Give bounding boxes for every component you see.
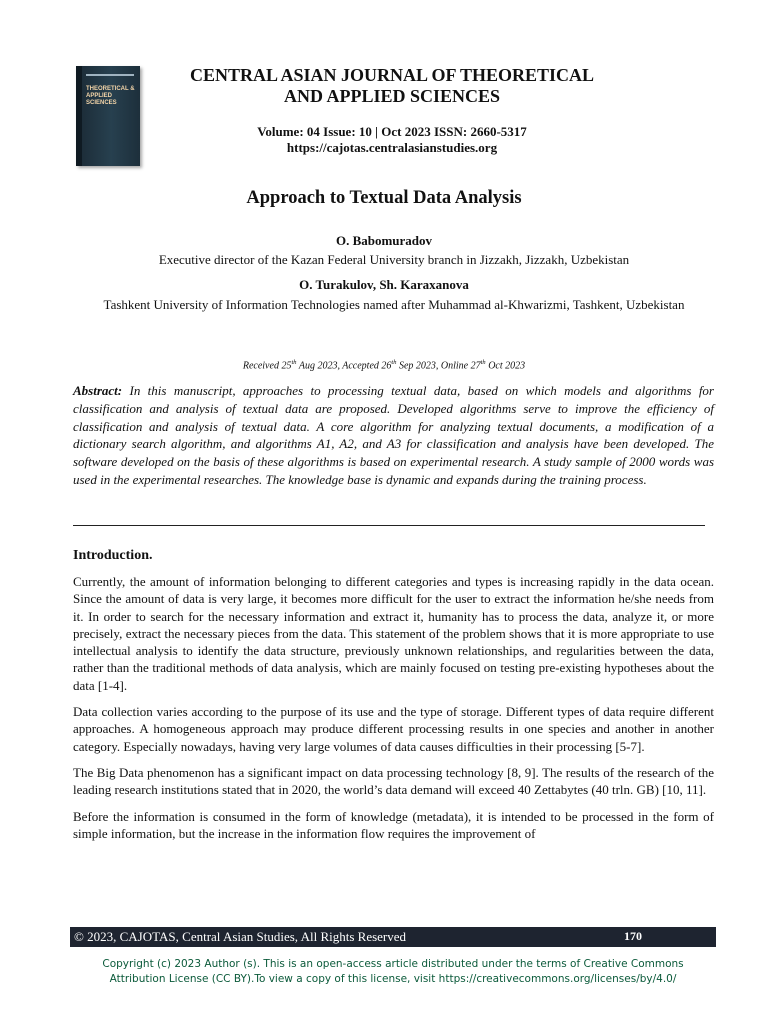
license-line1: Copyright (c) 2023 Author (s). This is an open-access article distributed under the terms of Creative Commons <box>102 958 684 970</box>
body-text <box>73 573 714 851</box>
cover-top-band <box>86 74 134 76</box>
journal-cover-image <box>76 66 140 166</box>
cover-title-line: APPLIED <box>86 93 113 99</box>
copyright-notice: © 2023, CAJOTAS, Central Asian Studies, All Rights Reserved <box>74 929 407 944</box>
affiliation-1: Executive director of the Kazan Federal University branch in Jizzakh, Jizzakh, Uzbekistan <box>158 252 630 267</box>
volume-issue-issn: Volume: 04 Issue: 10 | Oct 2023 ISSN: 2660-5317 <box>257 124 527 139</box>
paragraph: Before the information is consumed in the form of knowledge (metadata), it is intended to be processed in the form of simple information, but the increase in the information flow requires the improvement of <box>73 808 714 841</box>
cover-spine <box>76 66 82 166</box>
journal-name <box>150 65 634 107</box>
author-2: O. Turakulov, Sh. Karaxanova <box>299 277 469 292</box>
abstract-text: In this manuscript, approaches to processing textual data, based on which models and algorithms for classification and analysis of textual data are proposed. Developed algorithms serve to improve the efficiency of classification and analysis of textual data. A core algorithm for analyzing textual documents, a modification of a dictionary search algorithm, and algorithms A1, A2, and A3 for classification and analysis have been developed. The software developed on the basis of these algorithms is based on experimental research. A study sample of 2000 words was used in the experimental researches. The knowledge base is dynamic and expands during the training process. <box>73 383 714 487</box>
cover-title-line: SCIENCES <box>86 100 117 106</box>
abstract <box>73 382 714 489</box>
abstract-label: Abstract: <box>73 383 123 398</box>
paper-title: Approach to Textual Data Analysis <box>246 188 522 208</box>
affiliation-2: Tashkent University of Information Technologies named after Muhammad al-Khwarizmi, Tashkent, Uzbekistan <box>103 297 685 312</box>
license-notice <box>70 957 716 987</box>
page-number: 170 <box>624 929 642 943</box>
license-line2[interactable]: Attribution License (CC BY).To view a copy of this license, visit https://creativecommons.org/licenses/by/4.0/ <box>109 973 677 985</box>
paragraph: The Big Data phenomenon has a significant impact on data processing technology [8, 9]. The results of the research of the leading research institutions stated that in 2020, the world’s data demand will exceed 40 Zettabytes (40 trln. GB) [10, 11]. <box>73 764 714 798</box>
paragraph: Data collection varies according to the purpose of its use and the type of storage. Different types of data require different approaches. A homogeneous approach may produce different processing results in one species and another in another category. Especially nowadays, having very large volumes of data causes difficulties in their processing [5-7]. <box>73 704 714 754</box>
author-1: O. Babomuradov <box>335 233 433 248</box>
cover-title <box>86 86 138 107</box>
received-dates: Received 25th Aug 2023, Accepted 26th Sep 2023, Online 27th Oct 2023 <box>242 359 526 372</box>
paragraph: Currently, the amount of information belonging to different categories and types is increasing rapidly in the data ocean. Since the amount of data is very large, it becomes more difficult for the user to extract the information he/she needs from it. In order to search for the necessary information and extract it, humanity has to process the data, analyze it, or more precisely, extract the necessary pieces from the data. This statement of the problem shows that it is more appropriate to use intellectual analysis to identify the data structure, previously unknown relationships, and regularities between the data, rather than the traditional methods of data analysis, which are mainly focused on testing pre-existing hypotheses about the data [1-4]. <box>73 574 714 693</box>
journal-url[interactable]: https://cajotas.centralasianstudies.org <box>286 140 498 155</box>
cover-title-line: THEORETICAL & <box>86 86 135 92</box>
footer-bar <box>70 927 716 947</box>
section-heading: Introduction. <box>73 548 153 563</box>
journal-meta <box>150 124 634 156</box>
section-divider <box>73 525 705 526</box>
journal-name-line2: AND APPLIED SCIENCES <box>283 86 501 106</box>
journal-name-line1: CENTRAL ASIAN JOURNAL OF THEORETICAL <box>189 65 595 85</box>
